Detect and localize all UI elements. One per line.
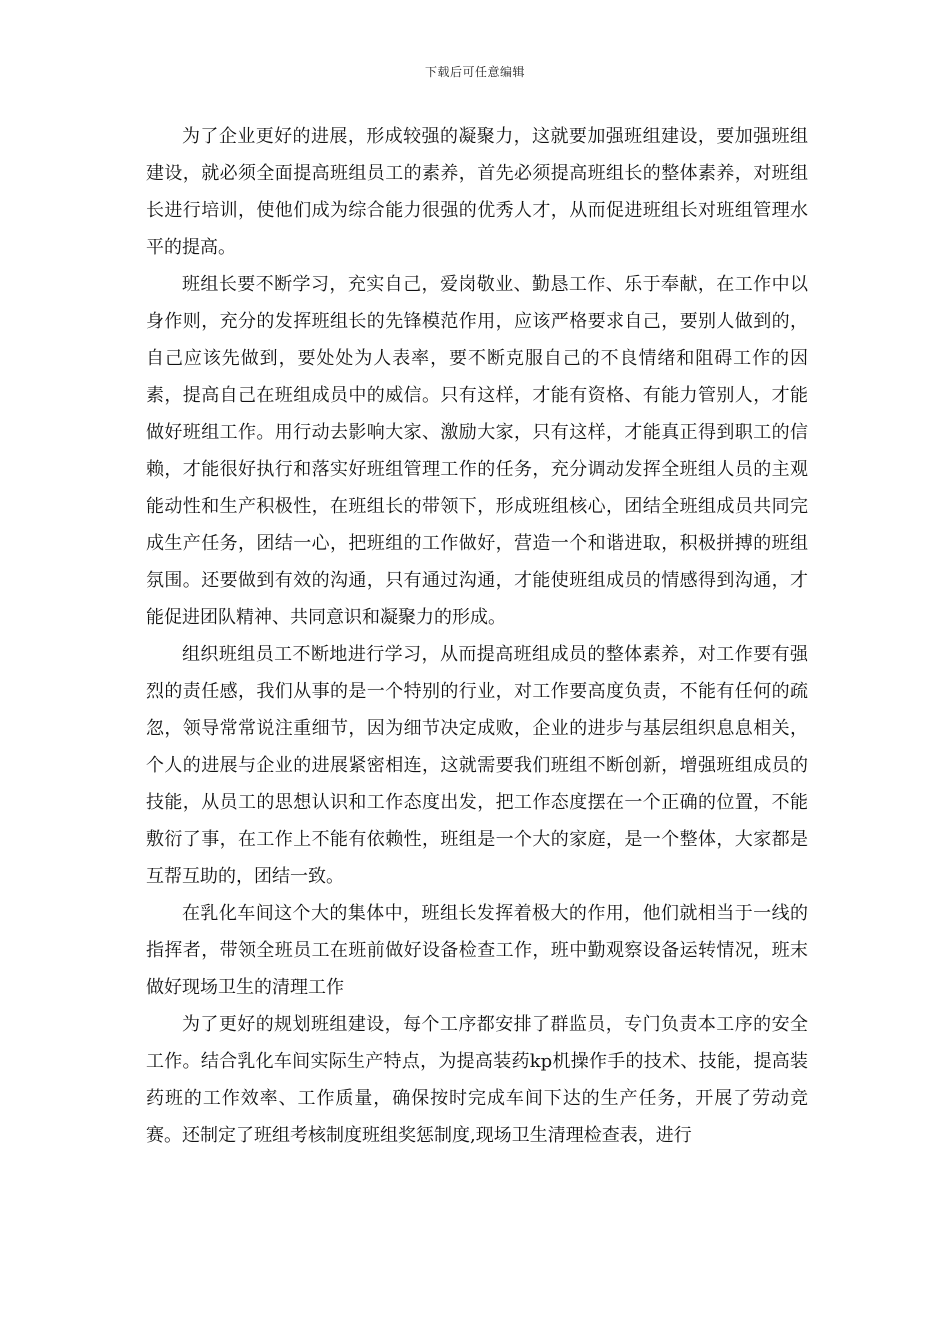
paragraph-1: 为了企业更好的进展，形成较强的凝聚力，这就要加强班组建设，要加强班组建设，就必须全面提高班组员工的素养，首先必须提高班组长的整体素养，对班组长进行培训，使他们成为综合能力很强的优秀人才，从而促进班组长对班组管理水平的提高。 <box>146 126 808 258</box>
document-body <box>146 118 808 1154</box>
paragraph-4: 在乳化车间这个大的集体中，班组长发挥着极大的作用，他们就相当于一线的指挥者，带领全班员工在班前做好设备检查工作，班中勤观察设备运转情况，班末做好现场卫生的清理工作 <box>146 903 808 998</box>
paragraph-3: 组织班组员工不断地进行学习，从而提高班组成员的整体素养，对工作要有强烈的责任感，我们从事的是一个特别的行业，对工作要高度负责，不能有任何的疏忽，领导常常说注重细节，因为细节决定成败，企业的进步与基层组织息息相关，个人的进展与企业的进展紧密相连，这就需要我们班组不断创新，增强班组成员的技能，从员工的思想认识和工作态度出发，把工作态度摆在一个正确的位置，不能敷衍了事，在工作上不能有依赖性，班组是一个大的家庭，是一个整体，大家都是互帮互助的，团结一致。 <box>146 644 808 887</box>
paragraph-5: 为了更好的规划班组建设，每个工序都安排了群监员，专门负责本工序的安全工作。结合乳化车间实际生产特点，为提高装药kp机操作手的技术、技能，提高装药班的工作效率、工作质量，确保按时完成车间下达的生产任务，开展了劳动竞赛。还制定了班组考核制度班组奖惩制度,现场卫生清理检查表，进行 <box>146 1014 808 1146</box>
paragraph-2: 班组长要不断学习，充实自己，爱岗敬业、勤恳工作、乐于奉献，在工作中以身作则，充分的发挥班组长的先锋模范作用，应该严格要求自己，要别人做到的，自己应该先做到，要处处为人表率，要不断克服自己的不良情绪和阻碍工作的因素，提高自己在班组成员中的威信。只有这样，才能有资格、有能力管别人，才能做好班组工作。用行动去影响大家、激励大家，只有这样，才能真正得到职工的信赖，才能很好执行和落实好班组管理工作的任务，充分调动发挥全班组人员的主观能动性和生产积极性，在班组长的带领下，形成班组核心，团结全班组成员共同完成生产任务，团结一心，把班组的工作做好，营造一个和谐进取，积极拼搏的班组氛围。还要做到有效的沟通，只有通过沟通，才能使班组成员的情感得到沟通，才能促进团队精神、共同意识和凝聚力的形成。 <box>146 274 808 628</box>
page-header: 下载后可任意编辑 <box>424 65 525 79</box>
